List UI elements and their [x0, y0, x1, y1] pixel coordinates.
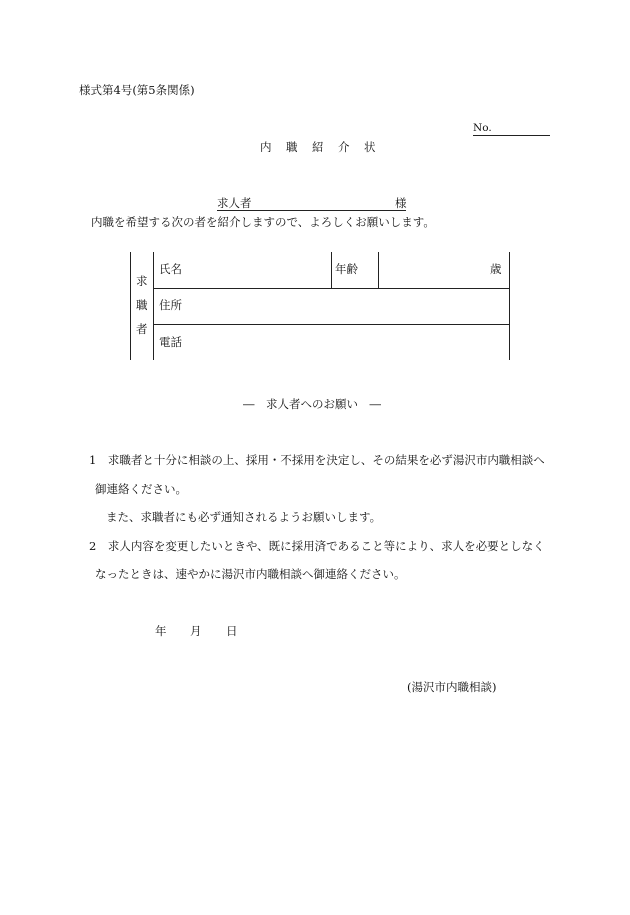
- address-label: 住所: [159, 298, 182, 312]
- title-char: 内: [260, 140, 272, 154]
- phone-label: 電話: [159, 335, 182, 349]
- request-item-2-line-1: 2 求人内容を変更したいときや、既に採用済であること等により、求人を必要としなく: [89, 539, 545, 553]
- title-char: 職: [286, 140, 298, 154]
- date-month: 月: [190, 624, 202, 638]
- number-label: No.: [473, 122, 492, 134]
- issuer: (湯沢市内職相談): [407, 680, 497, 694]
- title-char: 紹: [312, 140, 324, 154]
- request-heading: ― 求人者へのお願い ―: [243, 397, 381, 411]
- addressee-underline: [217, 210, 406, 211]
- request-item-1-line-1: 1 求職者と十分に相談の上、採用・不採用を決定し、その結果を必ず湯沢市内職相談へ: [89, 453, 545, 467]
- date-year: 年: [155, 624, 167, 638]
- age-unit: 歳: [490, 262, 502, 276]
- form-number: 様式第4号(第5条関係): [79, 83, 195, 97]
- addressee-suffix: 様: [395, 196, 407, 210]
- number-underline: [473, 135, 550, 136]
- side-label-char: 求: [136, 274, 148, 288]
- request-item-1-line-3: また、求職者にも必ず通知されるようお願いします。: [106, 510, 382, 524]
- addressee-prefix: 求人者: [217, 196, 252, 210]
- name-label: 氏名: [159, 262, 182, 276]
- title-char: 状: [364, 140, 376, 154]
- date-day: 日: [226, 624, 238, 638]
- request-item-2-line-2: なったときは、速やかに湯沢市内職相談へ御連絡ください。: [95, 567, 406, 581]
- side-label-char: 職: [136, 298, 148, 312]
- age-label: 年齢: [335, 262, 358, 276]
- side-label-char: 者: [136, 322, 148, 336]
- document-title: [260, 142, 390, 154]
- request-item-1-line-2: 御連絡ください。: [95, 482, 187, 496]
- title-char: 介: [338, 140, 350, 154]
- intro-text: 内職を希望する次の者を紹介しますので、よろしくお願いします。: [91, 215, 435, 229]
